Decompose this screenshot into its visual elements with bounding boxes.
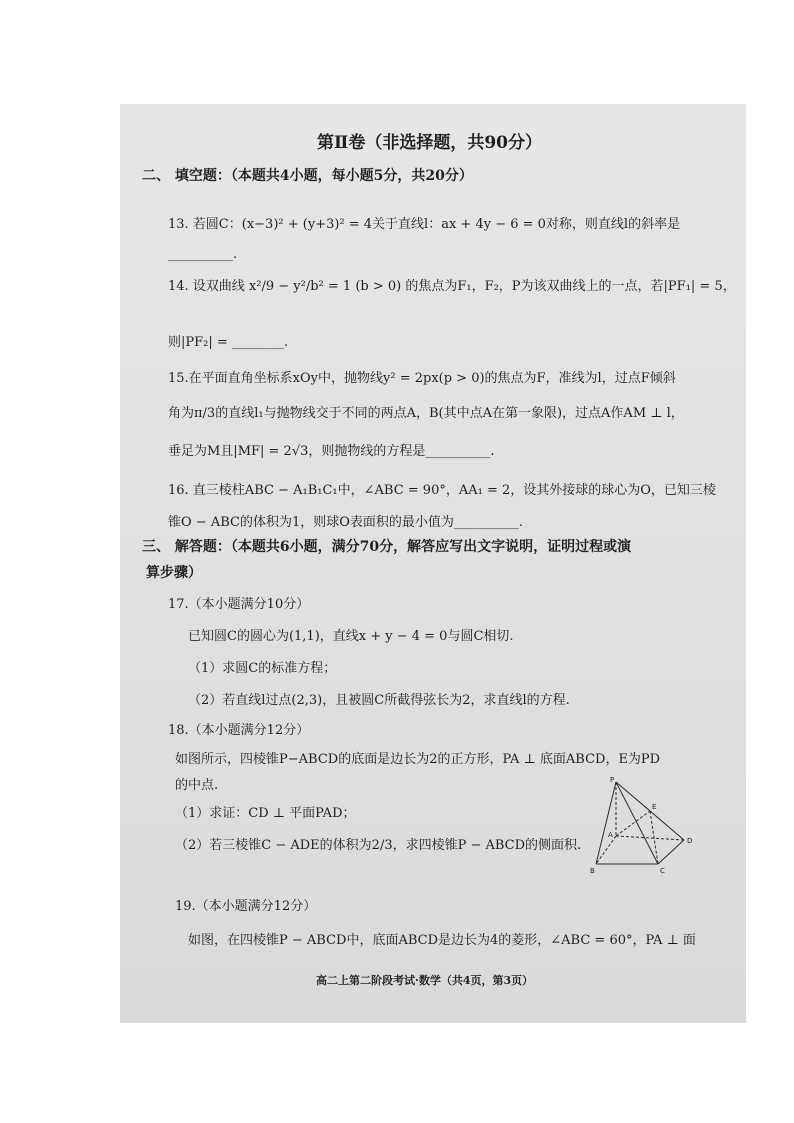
question-17-text: 已知圆C的圆心为(1,1)，直线x + y − 4 = 0与圆C相切. xyxy=(188,629,514,644)
question-18-text: 如图所示，四棱锥P−ABCD的底面是边长为2的正方形，PA ⊥ 底面ABCD，E为PD xyxy=(175,752,661,767)
label-c: C xyxy=(660,867,665,875)
label-d: D xyxy=(687,837,693,845)
question-14-text: 14. 设双曲线 x²/9 − y²/b² = 1 (b > 0) 的焦点为F₁，F₂，P为该双曲线上的一点，若|PF₁| = 5， xyxy=(168,279,736,294)
section-solutions-heading: 三、 解答题：（本题共6小题，满分70分，解答应写出文字说明，证明过程或演 xyxy=(142,539,632,555)
question-18-part-1: （1）求证：CD ⊥ 平面PAD； xyxy=(175,806,356,821)
pyramid-figure xyxy=(588,776,700,876)
question-15-text-line3: 垂足为M且|MF| = 2√3，则抛物线的方程是__________. xyxy=(168,444,495,459)
label-a: A xyxy=(608,831,613,839)
section-solutions-heading-line2: 算步骤） xyxy=(146,565,202,581)
question-17-heading: 17.（本小题满分10分） xyxy=(168,597,310,612)
question-19-heading: 19.（本小题满分12分） xyxy=(175,899,317,914)
question-15-text-line2: 角为π/3的直线l₁与抛物线交于不同的两点A，B(其中点A在第一象限)，过点A作AM ⊥ l， xyxy=(168,406,684,421)
question-17-part-1: （1）求圆C的标准方程； xyxy=(188,661,337,676)
question-14-answer-line: 则|PF₂| = ________. xyxy=(168,335,289,350)
question-17-part-2: （2）若直线l过点(2,3)，且被圆C所截得弦长为2，求直线l的方程. xyxy=(188,693,570,708)
question-18-text-line2: 的中点. xyxy=(175,778,219,793)
question-16-text-line2: 锥O − ABC的体积为1，则球O表面积的最小值为__________. xyxy=(168,515,524,530)
question-15-text: 15.在平面直角坐标系xOy中，抛物线y² = 2px(p > 0)的焦点为F，准线为l，过点F倾斜 xyxy=(168,371,676,386)
pyramid-diagram xyxy=(588,776,700,876)
question-16-text: 16. 直三棱柱ABC − A₁B₁C₁中，∠ABC = 90°，AA₁ = 2，设其外接球的球心为O，已知三棱 xyxy=(168,483,716,498)
label-b: B xyxy=(590,867,595,875)
page-title: 第Ⅱ卷（非选择题，共90分） xyxy=(317,133,542,153)
question-18-part-2: （2）若三棱锥C − ADE的体积为2/3，求四棱锥P − ABCD的侧面积. xyxy=(175,838,582,853)
question-13-text: 13. 若圆C：(x−3)² + (y+3)² = 4关于直线l：ax + 4y − 6 = 0对称，则直线l的斜率是 xyxy=(168,217,681,232)
question-13-blank: __________. xyxy=(168,247,238,262)
exam-page-photo xyxy=(120,104,746,1023)
question-18-heading: 18.（本小题满分12分） xyxy=(168,723,310,738)
page-footer: 高二上第二阶段考试·数学（共4页，第3页） xyxy=(316,974,534,987)
section-fill-in-blank-heading: 二、 填空题：（本题共4小题，每小题5分，共20分） xyxy=(142,168,473,184)
question-19-text: 如图，在四棱锥P − ABCD中，底面ABCD是边长为4的菱形，∠ABC = 60°，PA ⊥ 面 xyxy=(188,933,696,948)
label-e: E xyxy=(652,803,657,811)
label-p: P xyxy=(610,776,615,784)
